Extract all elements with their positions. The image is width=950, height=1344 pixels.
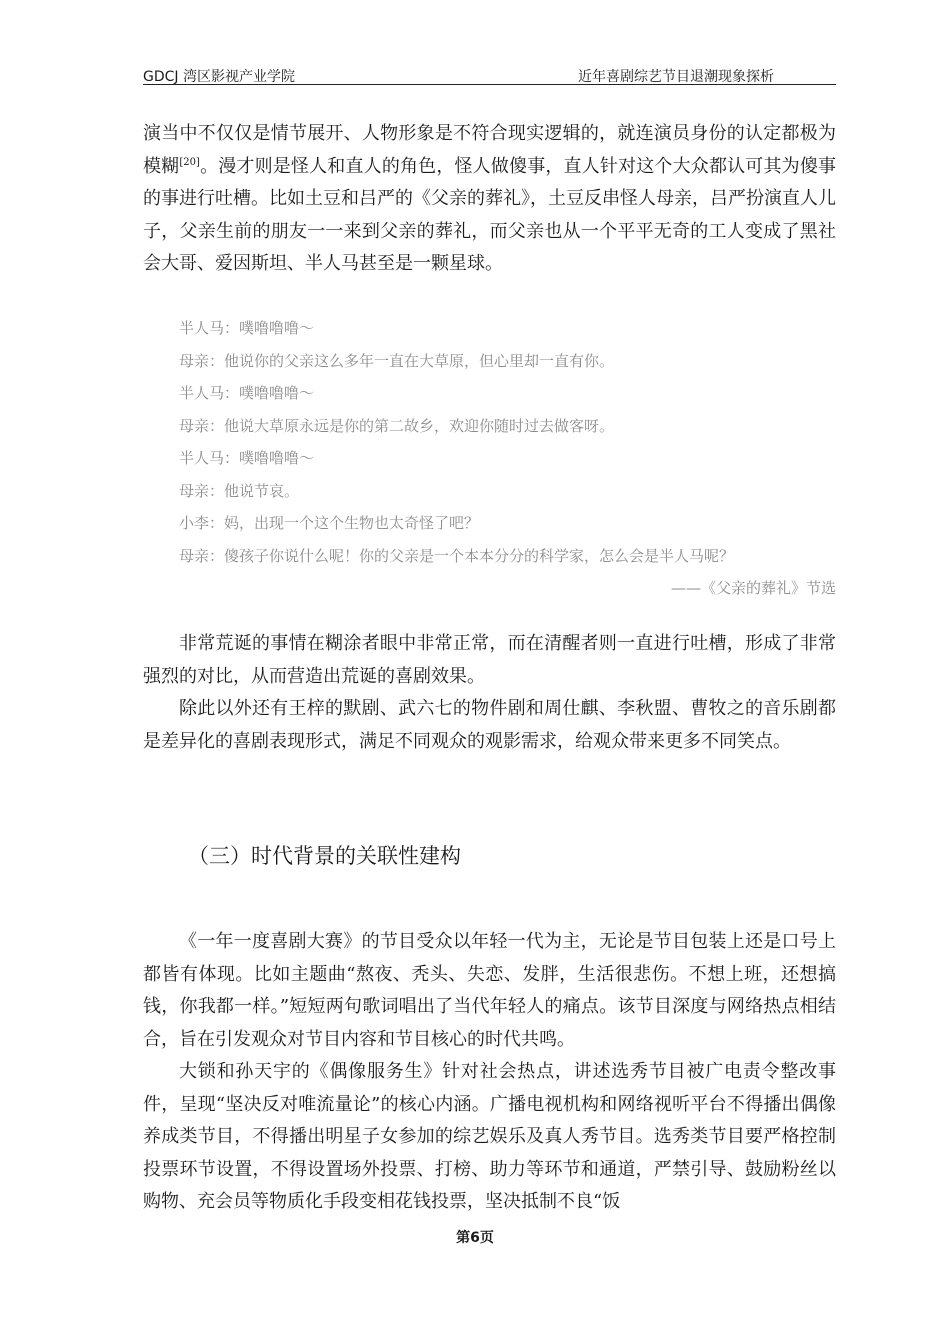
section-heading: （三）时代背景的关联性建构: [188, 844, 461, 868]
dialogue-line: 半人马：噗噜噜噜～: [179, 449, 315, 467]
paragraph-3: 除此以外还有王梓的默剧、武六七的物件剧和周仕麒、李秋盟、曹牧之的音乐剧都是差异化的喜剧表现形式，满足不同观众的观影需求，给观众带来更多不同笑点。: [143, 698, 836, 752]
dialogue-source: ——《父亲的葬礼》节选: [670, 579, 836, 597]
paragraph-1: [143, 118, 836, 281]
header-paper-title: 近年喜剧综艺节目退潮现象探析: [578, 69, 774, 85]
dialogue-line: 半人马：噗噜噜噜～: [179, 319, 315, 337]
paragraph-4: 《一年一度喜剧大赛》的节目受众以年轻一代为主，无论是节目包装上还是口号上都皆有体现。比如主题曲“熬夜、秃头、失恋、发胖，生活很悲伤。不想上班，还想搞钱，你我都一样。”短短两句歌词唱出了当代年轻人的痛点。该节目深度与网络热点相结合，旨在引发观众对节目内容和节目核心的时代共鸣。: [143, 931, 836, 1050]
dialogue-line: 小李：妈，出现一个这个生物也太奇怪了吧？: [179, 514, 480, 532]
paragraph-5: 大锁和孙天宇的《偶像服务生》针对社会热点，讲述选秀节目被广电责令整改事件，呈现“坚决反对唯流量论”的核心内涵。广播电视机构和网络视听平台不得播出偶像养成类节目，不得播出明星子女参加的综艺娱乐及真人秀节目。选秀类节目要严格控制投票环节设置，不得设置场外投票、打榜、助力等环节和通道，严禁引导、鼓励粉丝以购物、充会员等物质化手段变相花钱投票，坚决抵制不良“饭: [143, 1061, 836, 1212]
paragraph-2: 非常荒诞的事情在糊涂者眼中非常正常，而在清醒者则一直进行吐槽，形成了非常强烈的对比，从而营造出荒诞的喜剧效果。: [143, 633, 836, 687]
dialogue-excerpt: [179, 312, 836, 605]
dialogue-line: 半人马：噗噜噜噜～: [179, 384, 315, 402]
page-header: [143, 62, 836, 85]
paragraph-1-text-a: 演当中不仅仅是情节展开、人物形象是不符合现实逻辑的，就连演员身份的认定都极为模糊: [143, 123, 836, 177]
dialogue-line: 母亲：他说你的父亲这么多年一直在大草原，但心里却一直有你。: [179, 351, 615, 370]
header-institution: GDCJ 湾区影视产业学院: [143, 69, 295, 85]
dialogue-line: 母亲：他说大草原永远是你的第二故乡，欢迎你随时过去做客呀。: [179, 416, 615, 435]
page-number: 第6页: [456, 1230, 494, 1246]
dialogue-line: 母亲：他说节哀。: [179, 481, 300, 500]
paragraph-1-text-b: 。漫才则是怪人和直人的角色，怪人做傻事，直人针对这个大众都认可其为傻事的事进行吐槽。比如土豆和吕严的《父亲的葬礼》，土豆反串怪人母亲，吕严扮演直人儿子，父亲生前的朋友一一来到父亲的葬礼，而父亲也从一个平平无奇的工人变成了黑社会大哥、爱因斯坦、半人马甚至是一颗星球。: [143, 155, 837, 274]
citation-20: [20]: [179, 156, 200, 168]
dialogue-line: 母亲：傻孩子你说什么呢！你的父亲是一个本本分分的科学家，怎么会是半人马呢？: [179, 546, 735, 565]
